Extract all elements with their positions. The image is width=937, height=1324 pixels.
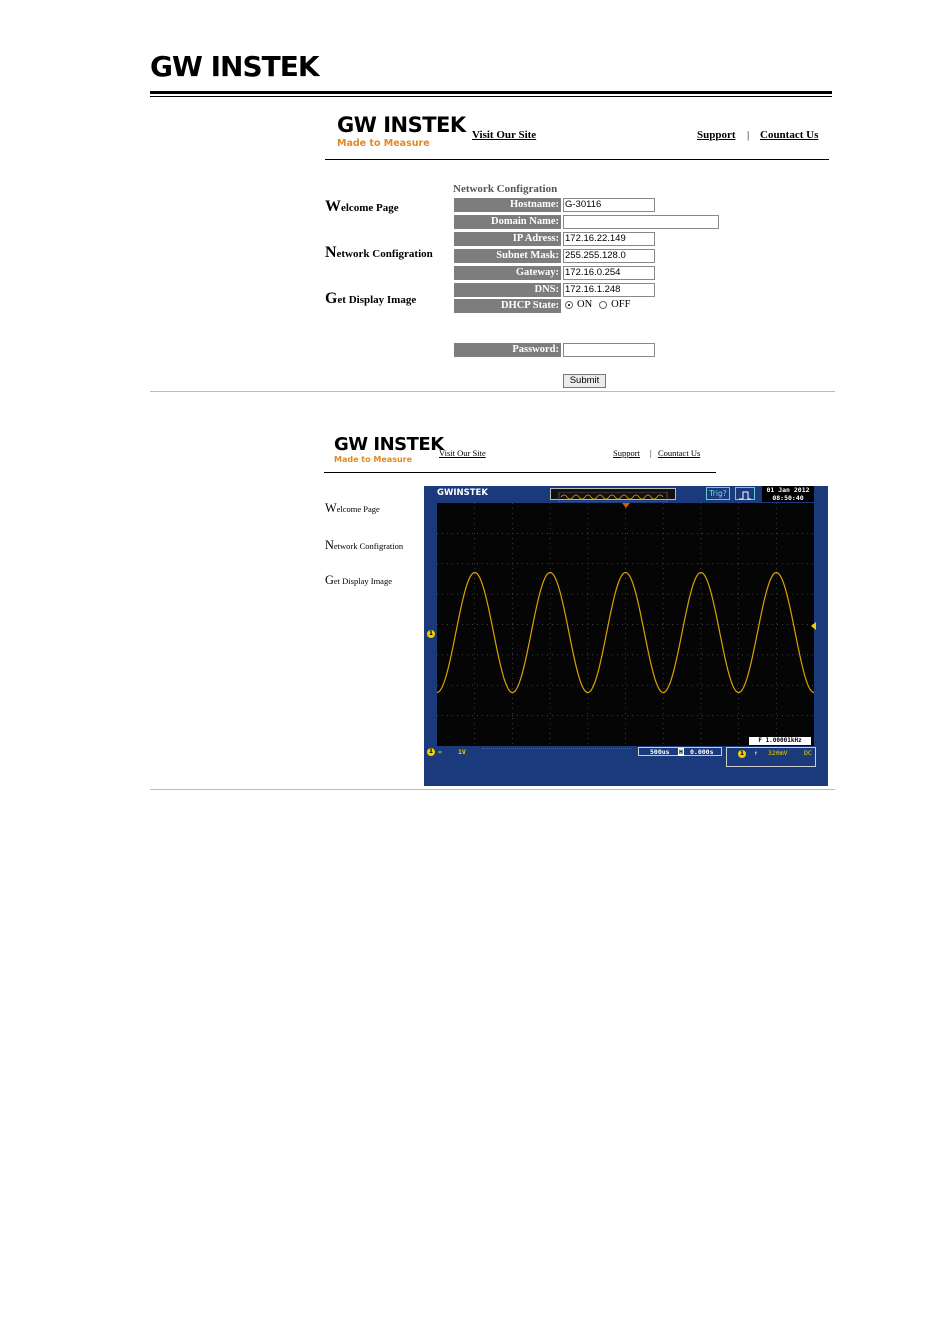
dhcp-off-radio[interactable]: [599, 301, 607, 309]
trigger-level-marker: [811, 622, 816, 630]
nav-welcome-page[interactable]: [325, 501, 380, 516]
scope-date: 01 Jan 2012: [766, 486, 810, 494]
nav-welcome-page[interactable]: [325, 198, 399, 216]
dhcp-off-label: OFF: [611, 299, 631, 310]
site-header-rule: [324, 472, 716, 473]
contact-us-link[interactable]: Countact Us: [760, 129, 819, 141]
trigger-level: 320mV: [768, 749, 788, 757]
page-header-logo: GW INSTEK: [150, 50, 319, 83]
nav-label: elcome Page: [336, 504, 380, 514]
subnet-mask-input[interactable]: 255.255.128.0: [563, 249, 655, 263]
dns-label: DNS:: [454, 283, 561, 297]
link-separator: |: [747, 129, 750, 141]
visit-our-site-link[interactable]: Visit Our Site: [439, 448, 486, 458]
site-tagline: Made to Measure: [334, 455, 413, 464]
h-offset: 0.000s: [690, 748, 714, 756]
timebase: 500us: [650, 748, 670, 756]
nav-label: elcome Page: [340, 202, 399, 214]
ip-adress-input[interactable]: 172.16.22.149: [563, 232, 655, 246]
header-rule-thin: [150, 96, 832, 97]
link-separator: |: [650, 448, 652, 458]
support-link[interactable]: Support: [697, 129, 736, 141]
dns-input[interactable]: 172.16.1.248: [563, 283, 655, 297]
scope-datetime: [762, 486, 814, 502]
nav-cap: W: [325, 198, 341, 215]
submit-button[interactable]: Submit: [563, 374, 606, 388]
trigger-source-badge: 1: [739, 750, 745, 757]
nav-label: et Display Image: [337, 294, 417, 306]
nav-label: etwork Configration: [336, 248, 433, 260]
nav-get-display-image[interactable]: [325, 573, 392, 588]
scope-waveform-overview: [550, 488, 676, 500]
hostname-label: Hostname:: [454, 198, 561, 212]
ch1-ground-marker: 1: [428, 630, 434, 637]
scope-graticule: [437, 503, 814, 746]
nav-cap: W: [325, 501, 337, 515]
hostname-input[interactable]: G-30116: [563, 198, 655, 212]
freq-value: 1.00001kHz: [765, 737, 802, 744]
trigger-slope-icon: ↑: [754, 749, 758, 757]
nav-cap: G: [325, 573, 334, 587]
ip-adress-label: IP Adress:: [454, 232, 561, 246]
support-link[interactable]: Support: [613, 448, 640, 458]
domain-name-label: Domain Name:: [454, 215, 561, 229]
nav-get-display-image[interactable]: [325, 290, 416, 308]
gateway-label: Gateway:: [454, 266, 561, 280]
ch1-badge: 1: [428, 748, 434, 755]
nav-network-configration[interactable]: [325, 538, 403, 553]
nav-cap: N: [325, 538, 334, 552]
dhcp-state-group: [565, 299, 630, 310]
site-logo[interactable]: GW INSTEK: [334, 434, 444, 455]
nav-label: etwork Configration: [333, 541, 404, 551]
ch1-scale: 1V: [458, 748, 466, 756]
dhcp-state-label: DHCP State:: [454, 299, 561, 313]
trigger-status: Trig?: [706, 487, 730, 500]
gateway-input[interactable]: 172.16.0.254: [563, 266, 655, 280]
password-label: Password:: [454, 343, 561, 357]
inactive-channels: [482, 748, 632, 757]
freq-label: F: [758, 737, 762, 744]
password-input[interactable]: [563, 343, 655, 357]
site-tagline: Made to Measure: [337, 138, 430, 149]
form-title: Network Configration: [453, 183, 558, 195]
trigger-position-marker: [622, 503, 630, 508]
header-rule: [150, 91, 832, 94]
subnet-mask-label: Subnet Mask:: [454, 249, 561, 263]
domain-name-input[interactable]: [563, 215, 719, 229]
contact-us-link[interactable]: Countact Us: [658, 448, 701, 458]
ch1-waveform: [437, 573, 814, 693]
site-header-rule: [325, 159, 829, 160]
nav-network-configration[interactable]: [325, 244, 433, 262]
overview-wave-icon: [551, 492, 675, 502]
frequency-readout: [749, 737, 811, 745]
nav-cap: G: [325, 290, 338, 307]
dhcp-on-radio[interactable]: [565, 301, 573, 309]
h-label: H: [679, 748, 683, 756]
scope-screen: [437, 503, 814, 746]
scope-status-bar: [424, 746, 828, 758]
section-divider: [150, 789, 835, 790]
nav-cap: N: [325, 244, 337, 261]
scope-brand: GWINSTEK: [437, 488, 488, 498]
section-divider: [150, 391, 835, 392]
visit-our-site-link[interactable]: Visit Our Site: [472, 129, 537, 141]
trigger-edge-icon: [735, 487, 755, 500]
dhcp-on-label: ON: [577, 299, 593, 310]
site-logo[interactable]: GW INSTEK: [337, 113, 466, 137]
nav-label: et Display Image: [333, 576, 392, 586]
trigger-coupling: DC: [804, 749, 812, 757]
scope-time: 08:50:40: [772, 494, 804, 502]
ch1-coupling-icon: =: [438, 748, 442, 756]
